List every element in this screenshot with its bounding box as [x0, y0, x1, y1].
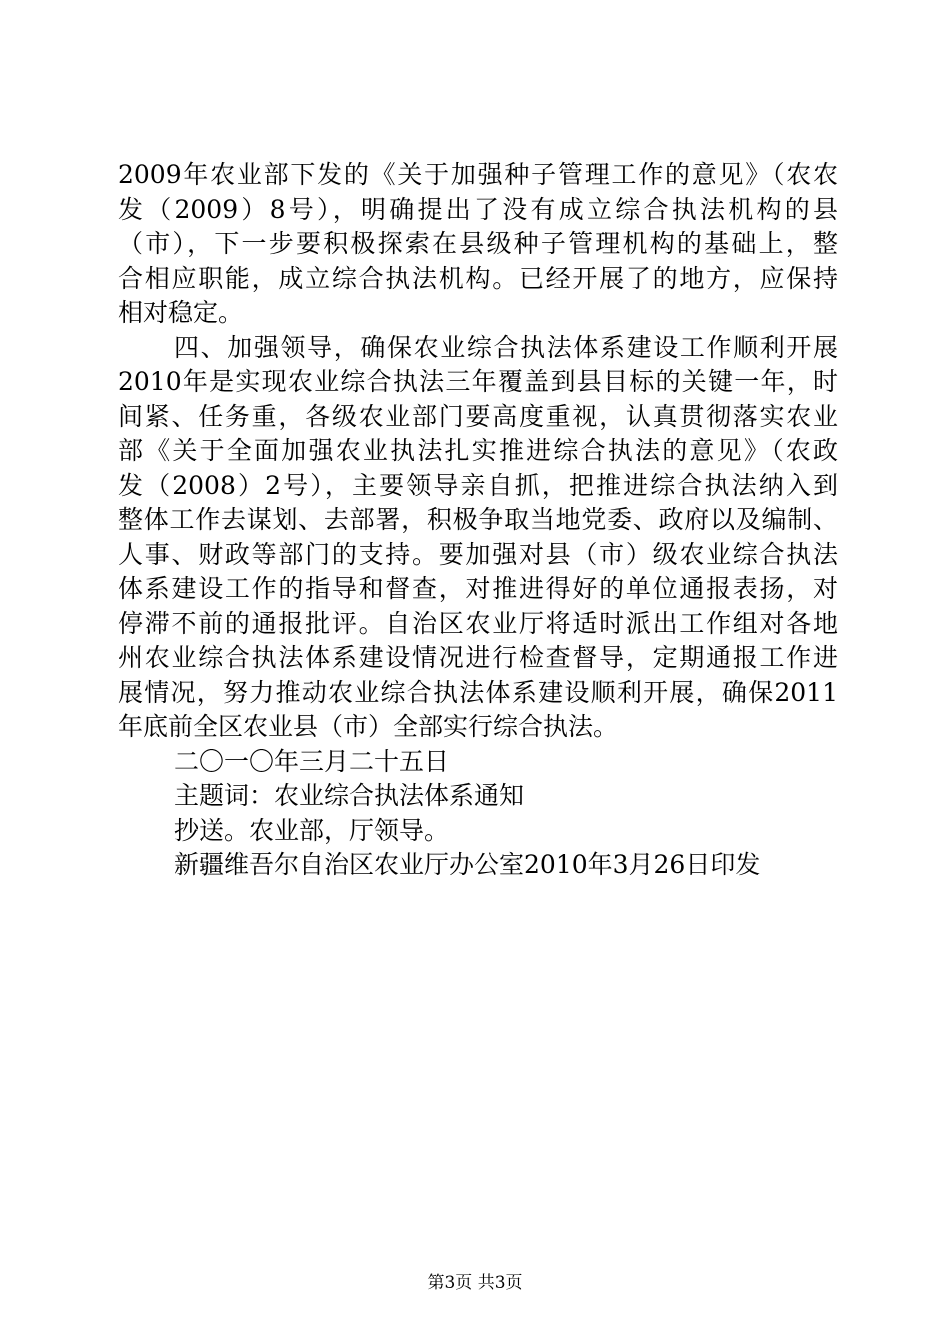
- text-line: 抄送。农业部，厅领导。: [174, 815, 450, 845]
- text-line: 间紧、任务重，各级农业部门要高度重视，认真贯彻落实农业: [118, 401, 838, 431]
- text-line: 新疆维吾尔自治区农业厅办公室2010年3月26日印发: [174, 850, 761, 879]
- text-line: 州农业综合执法体系建设情况进行检查督导，定期通报工作进: [118, 643, 838, 672]
- page-footer: 第3页 共3页: [427, 1273, 523, 1293]
- text-line: 合相应职能，成立综合执法机构。已经开展了的地方，应保持: [118, 263, 838, 293]
- text-line: 四、加强领导，确保农业综合执法体系建设工作顺利开展: [174, 332, 838, 362]
- text-line: 二〇一〇年三月二十五日: [174, 746, 450, 776]
- text-line: 2009年农业部下发的《关于加强种子管理工作的意见》（农农: [118, 160, 838, 189]
- text-line: 体系建设工作的指导和督查，对推进得好的单位通报表扬，对: [118, 574, 838, 603]
- text-line: 发（2009）8号），明确提出了没有成立综合执法机构的县: [118, 194, 838, 224]
- text-line: 年底前全区农业县（市）全部实行综合执法。: [118, 712, 619, 741]
- text-line: 停滞不前的通报批评。自治区农业厅将适时派出工作组对各地: [118, 608, 838, 638]
- text-line: 2010年是实现农业综合执法三年覆盖到县目标的关键一年，时: [118, 367, 838, 396]
- text-line: （市），下一步要积极探索在县级种子管理机构的基础上，整: [118, 229, 838, 258]
- text-line: 主题词：农业综合执法体系通知: [174, 781, 525, 810]
- text-line: 人事、财政等部门的支持。要加强对县（市）级农业综合执法: [118, 539, 838, 569]
- text-line: 整体工作去谋划、去部署，积极争取当地党委、政府以及编制、: [118, 505, 838, 534]
- text-line: 发（2008）2号），主要领导亲自抓，把推进综合执法纳入到: [118, 470, 838, 500]
- text-line: 展情况，努力推动农业综合执法体系建设顺利开展，确保2011: [118, 677, 838, 707]
- text-line: 部《关于全面加强农业执法扎实推进综合执法的意见》（农政: [118, 436, 838, 465]
- document-body: [118, 158, 838, 883]
- text-line: 相对稳定。: [118, 298, 244, 327]
